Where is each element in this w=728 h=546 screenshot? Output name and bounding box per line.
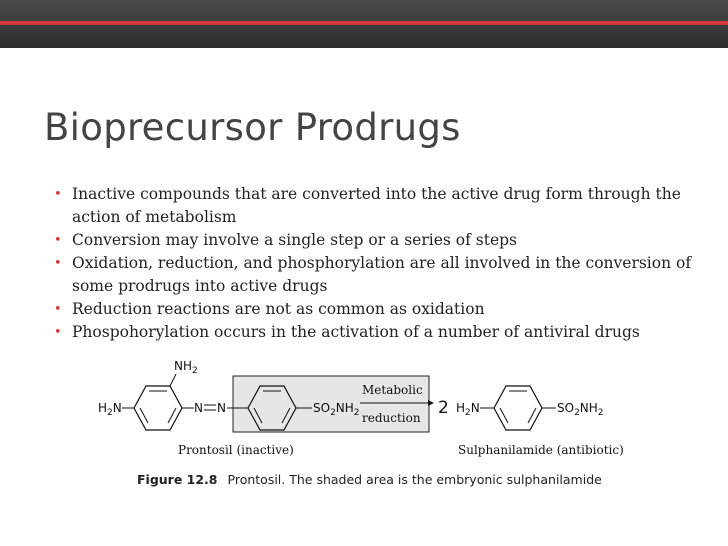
left-amine-h: $H_2N$: [98, 401, 122, 418]
reaction-arrowhead: [428, 400, 434, 406]
bullet-text: Inactive compounds that are converted into the active drug form through the action of metabolism: [72, 185, 681, 226]
bullet-text: Oxidation, reduction, and phosphorylation are all involved in the conversion of some prodrugs into active drugs: [72, 254, 692, 295]
bullet-dot: •: [54, 325, 62, 340]
azo-n-left: N: [194, 401, 203, 415]
bullet-text: Phospohorylation occurs in the activation of a number of antiviral drugs: [72, 323, 640, 341]
bullet-text: Conversion may involve a single step or a series of steps: [72, 231, 517, 249]
benzene-ring-3: [494, 386, 542, 430]
top-amine: $NH_2$: [174, 359, 198, 376]
bullet-item: [54, 183, 694, 229]
stoichiometric-coefficient: 2: [438, 398, 449, 418]
accent-line: [0, 21, 728, 25]
bond-line: [170, 374, 176, 386]
right-amine: $H_2N$: [456, 401, 480, 418]
bullet-dot: •: [54, 187, 62, 202]
sulfonamide-group: $SO_2NH_2$: [313, 401, 360, 418]
arrow-label-top: Metabolic: [362, 383, 423, 397]
arrow-label-bottom: reduction: [362, 411, 421, 425]
bullet-item: [54, 321, 694, 344]
bullet-list: [54, 183, 694, 344]
slide-title: Bioprecursor Prodrugs: [44, 106, 461, 149]
right-sulfonamide-group: $SO_2NH_2$: [557, 401, 604, 418]
bullet-text: Reduction reactions are not as common as oxidation: [72, 300, 485, 318]
figure-caption: [137, 472, 602, 487]
caption-label: Figure 12.8: [137, 472, 218, 487]
azo-n-right: N: [217, 401, 226, 415]
bullet-dot: •: [54, 233, 62, 248]
caption-text: Prontosil. The shaded area is the embryonic sulphanilamide: [227, 472, 602, 487]
bullet-item: [54, 229, 694, 252]
reaction-diagram: [90, 356, 650, 466]
bullet-item: [54, 298, 694, 321]
benzene-ring-1: [134, 386, 182, 430]
bullet-dot: •: [54, 302, 62, 317]
prontosil-label: Prontosil (inactive): [178, 443, 294, 457]
bullet-dot: •: [54, 256, 62, 271]
sulphanilamide-label: Sulphanilamide (antibiotic): [458, 443, 624, 457]
bullet-item: [54, 252, 694, 298]
